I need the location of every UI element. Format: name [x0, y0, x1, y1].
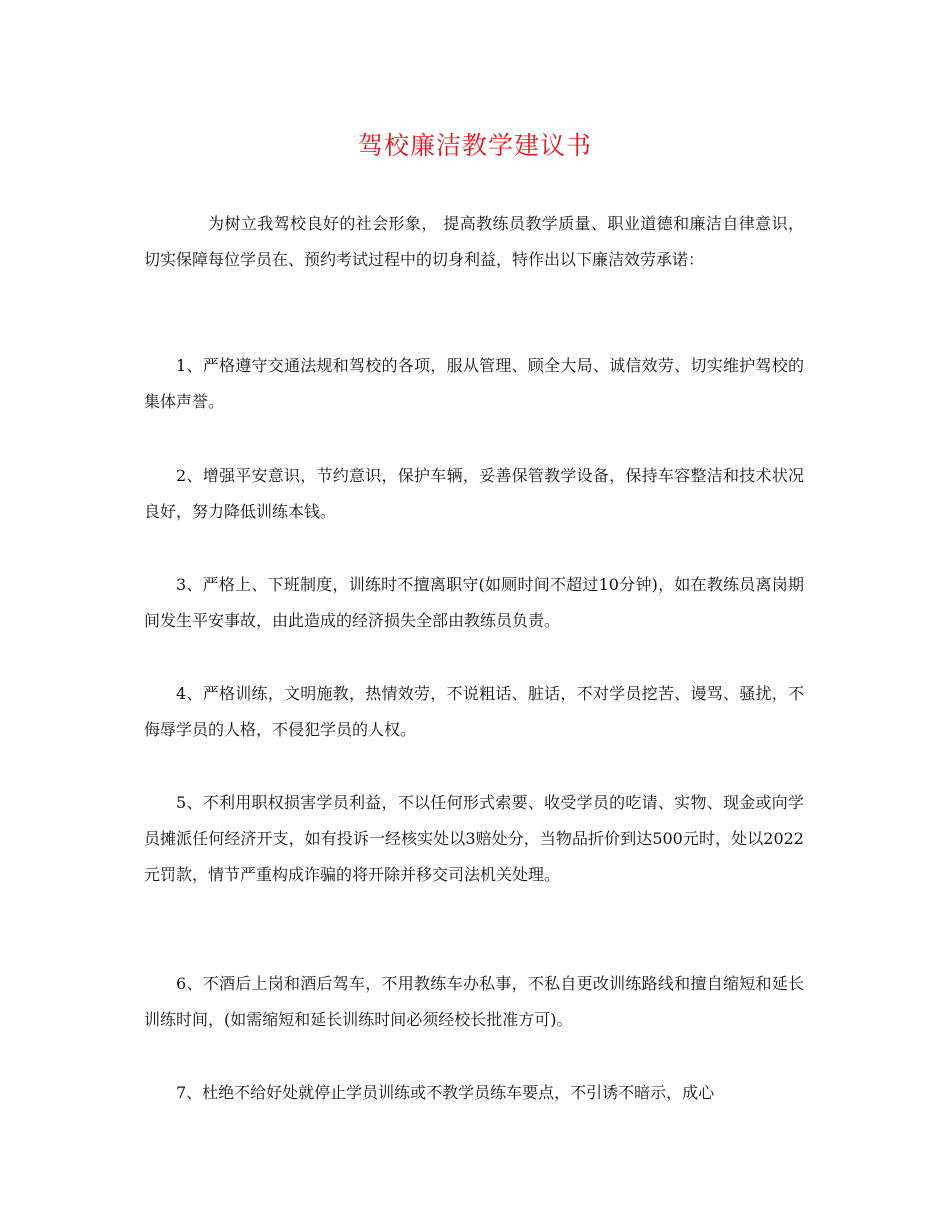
- commitment-item-1: 1、严格遵守交通法规和驾校的各项，服从管理、顾全大局、诚信效劳、切实维护驾校的集体声誉。: [144, 356, 804, 411]
- commitment-item-6: 6、不酒后上岗和酒后驾车，不用教练车办私事，不私自更改训练路线和擅自缩短和延长训练时间，(如需缩短和延长训练时间必须经校长批准方可)。: [144, 974, 804, 1029]
- commitment-item-7: 7、杜绝不给好处就停止学员训练或不教学员练车要点，不引诱不暗示，成心: [176, 1083, 715, 1102]
- document-title: 驾校廉洁教学建议书: [357, 131, 592, 160]
- commitment-item-2: 2、增强平安意识，节约意识，保护车辆，妥善保管教学设备，保持车容整洁和技术状况良好，努力降低训练本钱。: [144, 466, 804, 521]
- commitment-item-3: 3、严格上、下班制度，训练时不擅离职守(如厕时间不超过10分钟)，如在教练员离岗期间发生平安事故，由此造成的经济损失全部由教练员负责。: [144, 575, 804, 630]
- intro-paragraph: 为树立我驾校良好的社会形象， 提高教练员教学质量、职业道德和廉洁自律意识，切实保障每位学员在、预约考试过程中的切身利益，特作出以下廉洁效劳承诺：: [144, 214, 804, 269]
- commitment-item-4: 4、严格训练，文明施教，热情效劳，不说粗话、脏话，不对学员挖苦、谩骂、骚扰，不侮辱学员的人格，不侵犯学员的人权。: [144, 684, 804, 739]
- commitment-item-5: 5、不利用职权损害学员利益，不以任何形式索要、收受学员的吃请、实物、现金或向学员摊派任何经济开支，如有投诉一经核实处以3赔处分，当物品折价到达500元时，处以2022元罚款，情节严重构成诈骗的将开除并移交司法机关处理。: [144, 793, 804, 884]
